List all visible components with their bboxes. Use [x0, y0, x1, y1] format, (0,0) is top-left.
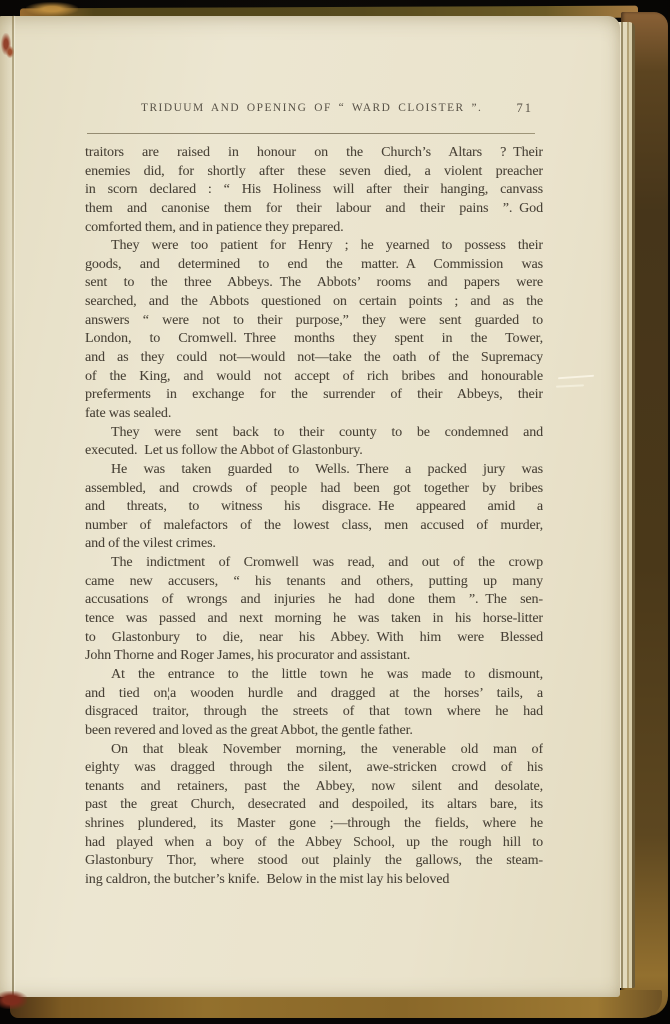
text-line: of the King, and would not accept of rich bribes and honourable	[85, 368, 543, 384]
header-rule	[87, 133, 535, 134]
page-header	[85, 102, 543, 118]
text-line: been revered and loved as the great Abbot, the gentle father.	[85, 722, 413, 738]
text-line: London, to Cromwell. Three months they spent in the Tower,	[85, 331, 543, 347]
text-line: The indictment of Cromwell was read, and out of the crowp	[111, 555, 543, 571]
text-line: and as they could not—would not—take the oath of the Supremacy	[85, 350, 543, 366]
text-line: and of the vilest crimes.	[85, 536, 216, 552]
text-line: They were too patient for Henry ; he yearned to possess their	[111, 238, 543, 254]
text-line: At the entrance to the little town he was made to dismount,	[111, 666, 543, 682]
text-line: disgraced traitor, through the streets of that town where he had	[85, 704, 543, 720]
text-line: On that bleak November morning, the venerable old man of	[111, 741, 543, 757]
text-line: ing caldron, the butcher’s knife. Below in the mist lay his beloved	[85, 871, 450, 887]
text-line: came new accusers, “ his tenants and others, putting up many	[85, 573, 543, 589]
gutter-crease	[12, 16, 14, 997]
text-line: assembled, and crowds of people had been got together by bribes	[85, 480, 543, 496]
text-line: accusations of wrongs and injuries he had done them ”. The sen-	[85, 592, 543, 608]
scratch-mark	[558, 375, 594, 380]
text-line: had played when a boy of the Abbey School, up the rough hill to	[85, 834, 543, 850]
running-title: TRIDUUM AND OPENING OF “ WARD CLOISTER ”.	[141, 102, 483, 114]
text-line: searched, and the Abbots questioned on certain points ; and as the	[85, 294, 543, 310]
scratch-mark	[556, 384, 584, 387]
text-line: Glastonbury Thor, where stood out plainly the gallows, the steam-	[85, 853, 543, 869]
text-line: enemies did, for shortly after these seven died, a violent preacher	[85, 163, 543, 179]
text-line: them and canonise them for their labour and their pains ”. God	[85, 200, 543, 216]
text-line: shrines plundered, its Master gone ;—through the fields, where he	[85, 816, 543, 832]
text-line: tence was passed and next morning he was taken in his horse-litter	[85, 611, 543, 627]
text-block	[85, 144, 543, 890]
text-line: preferments in exchange for the surrender of their Abbeys, their	[85, 387, 543, 403]
text-line: executed. Let us follow the Abbot of Glastonbury.	[85, 443, 363, 459]
book-page	[0, 16, 620, 997]
page-number: 71	[516, 101, 533, 115]
text-line: goods, and determined to end the matter. A Commission was	[85, 256, 543, 272]
text-line: He was taken guarded to Wells. There a packed jury was	[111, 461, 543, 477]
text-line: fate was sealed.	[85, 405, 172, 421]
text-line: John Thorne and Roger James, his procurator and assistant.	[85, 648, 411, 664]
text-line: answers “ were not to their purpose,” they were sent guarded to	[85, 312, 543, 328]
text-line: tenants and retainers, past the Abbey, now silent and desolate,	[85, 778, 543, 794]
text-line: to Glastonbury to die, near his Abbey. With him were Blessed	[85, 629, 543, 645]
text-line: and tied on¦a wooden hurdle and dragged at the horses’ tails, a	[85, 685, 543, 701]
text-line: in scorn declared : “ His Holiness will after their hanging, canvass	[85, 182, 543, 198]
text-line: number of malefactors of the lowest class, men accused of murder,	[85, 517, 543, 533]
text-line: and threats, to witness his disgrace. He appeared amid a	[85, 499, 543, 515]
text-line: sent to the three Abbeys. The Abbots’ rooms and papers were	[85, 275, 543, 291]
text-line: comforted them, and in patience they prepared.	[85, 219, 344, 235]
text-line: They were sent back to their county to be condemned and	[111, 424, 543, 440]
text-line: past the great Church, desecrated and despoiled, its altars bare, its	[85, 797, 543, 813]
text-line: eighty was dragged through the silent, awe-stricken crowd of his	[85, 760, 543, 776]
text-line: traitors are raised in honour on the Church’s Altars ? Their	[85, 145, 543, 160]
